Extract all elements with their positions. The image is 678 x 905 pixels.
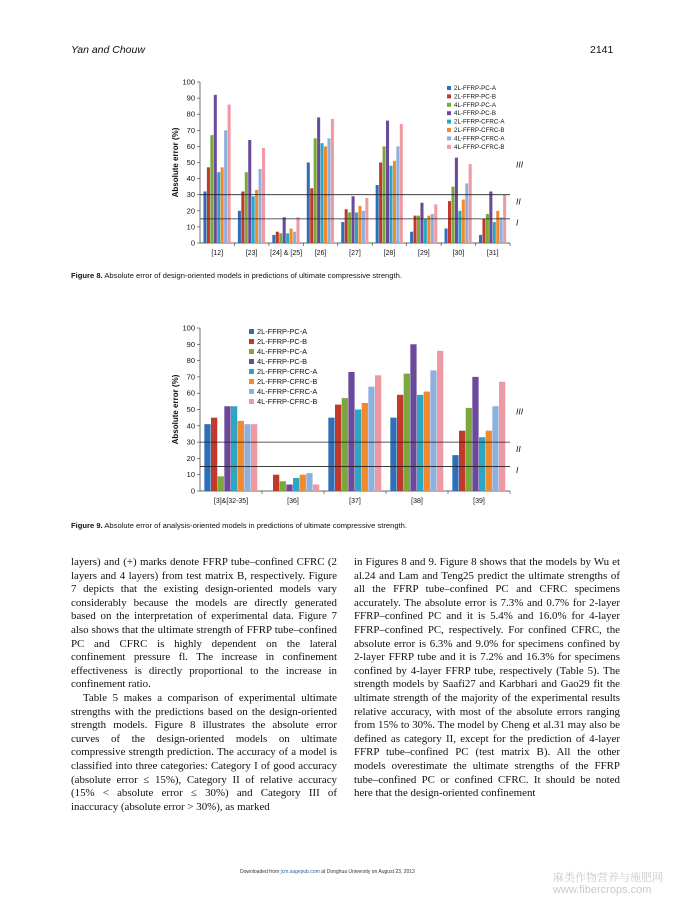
bar (466, 408, 472, 491)
x-tick-label: [31] (486, 250, 499, 257)
body-paragraph: layers) and (+) marks denote FFRP tube–confined CFRC (2 layers and 4 layers) from test matrix B, respectively. Figure 7 depicts that the existing design-oriented models vary considerably because the models are directly generated based on the interpretation of experimental data. Figure 7 also shows that the ultimate strength of FFRP tube–confined PC and CFRC is highly dependent on the lateral confinement pressure fl. The increase in confinement effectiveness is directly proportional to the increase in confinement ratio. (71, 556, 337, 691)
footer-link[interactable]: jcm.sagepub.com (280, 869, 320, 875)
bar (355, 410, 361, 492)
footer-prefix: Downloaded from (240, 869, 280, 875)
footer-suffix: at Donghua University on August 23, 2013 (321, 869, 415, 875)
legend-swatch (447, 145, 451, 149)
bar (314, 138, 317, 243)
page-number: 2141 (590, 44, 614, 56)
legend-label: 2L-FFRP-CFRC-A (454, 118, 505, 126)
bar (341, 222, 344, 243)
y-tick-label: 50 (186, 405, 195, 414)
bar (204, 424, 210, 491)
region-label: I (516, 217, 519, 228)
bar (437, 351, 443, 491)
legend-label: 4L-FFRP-PC-B (257, 357, 308, 366)
bar (479, 235, 482, 243)
bar (448, 201, 451, 243)
x-tick-label: [3]&[32-35] (213, 498, 249, 505)
figure-9-chart (160, 322, 540, 512)
bar (379, 163, 382, 244)
legend-swatch (447, 120, 451, 124)
bar (321, 143, 324, 243)
bar (424, 219, 427, 243)
legend-label: 2L-FFRP-PC-A (454, 85, 496, 92)
y-tick-label: 60 (186, 141, 195, 151)
bar (410, 232, 413, 243)
x-tick-label: [23] (245, 250, 258, 257)
bar (493, 222, 496, 243)
bar (376, 185, 379, 243)
figure-8-chart (160, 72, 540, 262)
bar (217, 172, 220, 243)
bar (368, 387, 374, 491)
y-tick-label: 70 (186, 372, 195, 382)
bar (430, 370, 436, 491)
bar (451, 187, 454, 243)
legend-label: 2L-FFRP-CFRC-A (257, 367, 318, 376)
bar (496, 211, 499, 243)
legend-swatch (447, 94, 451, 98)
bar (417, 216, 420, 243)
bar (400, 124, 403, 243)
bar (469, 164, 472, 243)
legend-swatch (249, 339, 254, 344)
bar (420, 203, 423, 243)
legend-label: 4L-FFRP-CFRC-B (257, 397, 318, 406)
bar (345, 209, 348, 243)
y-tick-label: 20 (186, 453, 195, 463)
bar (472, 377, 478, 491)
bar (462, 200, 465, 243)
bar (499, 382, 505, 491)
y-tick-label: 0 (190, 486, 195, 496)
bar (390, 418, 396, 491)
watermark-line-2: www.fibercrops.com (553, 884, 652, 896)
region-label: II (516, 196, 521, 207)
bar (313, 484, 319, 491)
y-tick-label: 50 (186, 158, 195, 167)
y-axis-label: Absolute error (%) (171, 127, 180, 198)
bar (286, 233, 289, 243)
watermark-line-1: 麻类作物营养与施肥网 (553, 872, 663, 884)
bar (500, 217, 503, 243)
y-tick-label: 30 (186, 437, 195, 447)
y-axis-label: Absolute error (%) (171, 374, 180, 445)
figure-9-label: Figure 9. (71, 521, 103, 530)
x-tick-label: [39] (473, 498, 485, 505)
bar (386, 121, 389, 243)
bar (492, 406, 498, 491)
body-paragraph: Table 5 makes a comparison of experimental ultimate strengths with the predictions based on the design-oriented strength models. Figure 8 illustrates the absolute error curves of the design-oriented models on ultimate compressive strength prediction. The accuracy of a model is classified into three categories: Category I of good accuracy (absolute error ≤ 15%), Category II of relative accuracy (15% < absolute error ≤ 30%) and Category III of inaccuracy (absolute error > 30%), as marked (71, 691, 337, 813)
legend-label: 4L-FFRP-PC-B (454, 110, 496, 118)
x-tick-label: [37] (349, 498, 361, 505)
y-tick-label: 100 (182, 77, 195, 87)
legend-swatch (249, 359, 254, 364)
bar (218, 476, 224, 491)
bar (427, 216, 430, 243)
figure-9-caption (71, 521, 611, 531)
legend-label: 2L-FFRP-CFRC-B (454, 127, 505, 134)
bar (327, 138, 330, 243)
body-paragraph: in Figures 8 and 9. Figure 8 shows that the models by Wu et al.24 and Lam and Teng25 predict the ultimate strengths of all the FFRP tube–confined PC and CFRC specimens accurately. The absolute error is 7.3% and 0.7% for 2-layer FFRP–confined PC and it is 5.4% and 16.0% for 4-layer FFRP–confined PC, respectively. For confined CFRC, the absolute error is 6.3% and 9.0% for specimens confined by 2-layer FFRP tube and it is 7.2% and 16.3% for specimens confined by 4-layer FFRP tube, respectively (Table 5). The strength models by Saafi27 and Karbhari and Gao29 fit the ultimate strength of the majority of the experimental results relative accuracy, with most of the absolute errors ranging from 15% to 30%. The model by Cheng et al.31 may also be defined as category II, except for the prediction of 4-layer FFRP tube–confined PC (test matrix B). All the other models overestimate the ultimate strengths of the FFRP tube–confined PC or confined CFRC. It should be noted here that the design-oriented confinement (354, 556, 620, 800)
figure-8-caption (71, 271, 611, 281)
x-tick-label: [36] (287, 498, 299, 505)
legend-label: 4L-FFRP-PC-A (454, 101, 496, 109)
legend-swatch (249, 369, 254, 374)
bar (404, 374, 410, 491)
legend-label: 4L-FFRP-CFRC-B (454, 143, 505, 151)
bar (245, 172, 248, 243)
bar (273, 475, 279, 491)
x-tick-label: [27] (349, 250, 361, 257)
bar (241, 191, 244, 243)
legend-swatch (447, 136, 451, 140)
bar (251, 424, 257, 491)
legend-swatch (249, 349, 254, 354)
bar (431, 214, 434, 243)
bar (307, 163, 310, 244)
bar (328, 418, 334, 491)
legend-swatch (249, 399, 254, 404)
running-header-authors: Yan and Chouw (71, 44, 145, 56)
bar (280, 481, 286, 491)
bar (259, 169, 262, 243)
bar (293, 232, 296, 243)
bar (348, 372, 354, 491)
bar (252, 196, 255, 243)
bar (207, 167, 210, 243)
region-label: II (516, 443, 521, 454)
y-tick-label: 100 (182, 323, 195, 333)
bar (306, 473, 312, 491)
y-tick-label: 10 (186, 222, 195, 232)
y-tick-label: 90 (186, 93, 195, 103)
y-tick-label: 40 (186, 421, 195, 431)
y-tick-label: 60 (186, 388, 195, 398)
body-column-left (71, 556, 337, 814)
bar (310, 188, 313, 243)
bar (465, 183, 468, 243)
bar (286, 484, 292, 491)
region-label: III (516, 159, 524, 170)
legend-label: 2L-FFRP-PC-A (257, 327, 308, 336)
bar (221, 167, 224, 243)
bar (362, 403, 368, 491)
body-column-right (354, 556, 620, 801)
legend-swatch (249, 379, 254, 384)
figure-9-caption-text: Absolute error of analysis-oriented models in predictions of ultimate compressive strength. (104, 521, 407, 530)
bar (479, 437, 485, 491)
x-tick-label: [28] (383, 250, 396, 257)
bar (228, 105, 231, 243)
bar (362, 211, 365, 243)
bar (293, 478, 299, 491)
bar (482, 219, 485, 243)
bar (248, 140, 251, 243)
bar (300, 475, 306, 491)
bar (210, 135, 213, 243)
legend-label: 2L-FFRP-PC-B (257, 337, 308, 346)
x-tick-label: [29] (418, 250, 430, 257)
y-tick-label: 0 (190, 238, 195, 248)
bar (211, 418, 217, 491)
y-tick-label: 30 (186, 190, 195, 200)
y-tick-label: 80 (186, 109, 195, 119)
bar (455, 158, 458, 243)
region-label: III (516, 406, 524, 417)
bar (352, 196, 355, 243)
legend-label: 2L-FFRP-CFRC-B (257, 377, 318, 386)
bar (262, 148, 265, 243)
bar (214, 95, 217, 243)
bar (365, 198, 368, 243)
figure-8-caption-text: Absolute error of design-oriented models in predictions of ultimate compressive strength. (104, 271, 402, 280)
bar (486, 431, 492, 491)
legend-swatch (447, 103, 451, 107)
y-tick-label: 70 (186, 125, 195, 135)
bar (348, 212, 351, 243)
bar (358, 206, 361, 243)
x-tick-label: [30] (452, 250, 465, 257)
bar (397, 395, 403, 491)
bar (224, 130, 227, 243)
bar (410, 344, 416, 491)
y-tick-label: 10 (186, 470, 195, 480)
bar (224, 406, 230, 491)
bar (238, 211, 241, 243)
y-tick-label: 80 (186, 356, 195, 366)
legend-swatch (447, 111, 451, 115)
bar (331, 119, 334, 243)
legend-swatch (249, 389, 254, 394)
bar (355, 212, 358, 243)
legend-swatch (249, 329, 254, 334)
download-footer (240, 869, 415, 875)
bar (279, 233, 282, 243)
bar (417, 395, 423, 491)
bar (296, 217, 299, 243)
bar (458, 211, 461, 243)
y-tick-label: 90 (186, 339, 195, 349)
bar (342, 398, 348, 491)
bar (203, 191, 206, 243)
bar (489, 191, 492, 243)
bar (414, 216, 417, 243)
bar (486, 214, 489, 243)
bar (238, 421, 244, 491)
bar (231, 406, 237, 491)
legend-label: 4L-FFRP-CFRC-A (454, 135, 505, 143)
bar (452, 455, 458, 491)
bar (283, 217, 286, 243)
y-tick-label: 20 (186, 206, 195, 216)
x-tick-label: [26] (314, 250, 327, 257)
y-tick-label: 40 (186, 174, 195, 184)
bar (389, 166, 392, 243)
x-tick-label: [24] & [25] (270, 250, 303, 257)
bar (424, 392, 430, 491)
x-tick-label: [12] (211, 250, 224, 257)
legend-swatch (447, 86, 451, 90)
legend-label: 4L-FFRP-PC-A (257, 347, 308, 356)
bar (445, 229, 448, 243)
bar (272, 235, 275, 243)
bar (459, 431, 465, 491)
bar (317, 117, 320, 243)
figure-8-label: Figure 8. (71, 271, 103, 280)
legend-label: 2L-FFRP-PC-B (454, 93, 496, 101)
bar (276, 232, 279, 243)
bar (244, 424, 250, 491)
watermark (553, 872, 663, 896)
x-tick-label: [38] (411, 498, 423, 505)
bar (375, 375, 381, 491)
bar (393, 161, 396, 243)
bar (290, 229, 293, 243)
bar (434, 204, 437, 243)
legend-swatch (447, 128, 451, 132)
legend-label: 4L-FFRP-CFRC-A (257, 387, 318, 396)
bar (255, 190, 258, 243)
region-label: I (516, 465, 519, 476)
bar (335, 405, 341, 491)
